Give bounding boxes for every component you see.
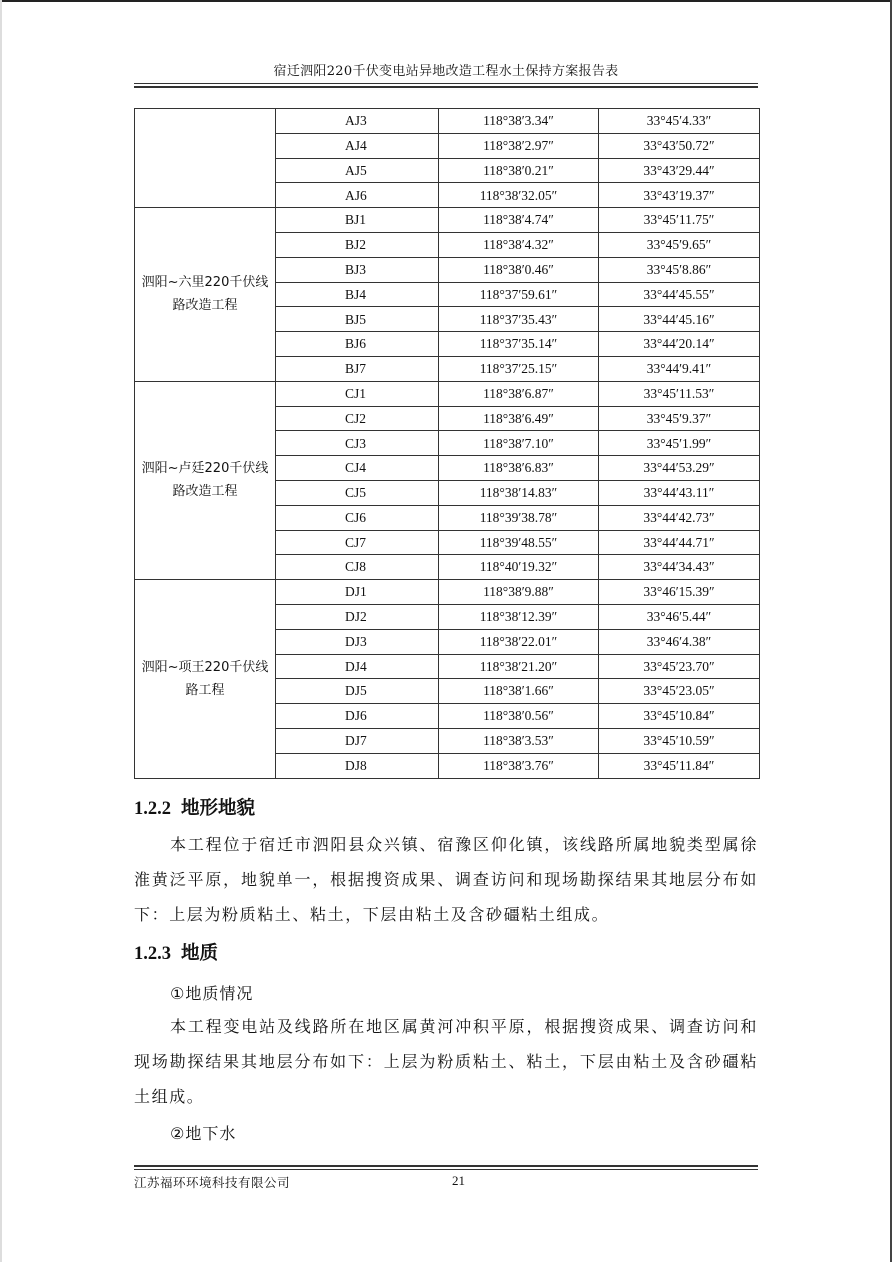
section-number: 1.2.3 xyxy=(134,944,171,964)
point-id-cell: DJ7 xyxy=(276,728,439,753)
section-heading-geology xyxy=(134,939,218,965)
latitude-cell: 33°43′19.37″ xyxy=(599,183,760,208)
latitude-cell: 33°45′4.33″ xyxy=(599,109,760,134)
point-id-cell: DJ1 xyxy=(276,580,439,605)
footer-rule-thick xyxy=(134,1165,758,1167)
longitude-cell: 118°38′12.39″ xyxy=(439,604,599,629)
longitude-cell: 118°37′35.14″ xyxy=(439,332,599,357)
point-id-cell: AJ6 xyxy=(276,183,439,208)
point-id-cell: DJ4 xyxy=(276,654,439,679)
latitude-cell: 33°45′9.37″ xyxy=(599,406,760,431)
latitude-cell: 33°45′11.53″ xyxy=(599,381,760,406)
section-title: 地质 xyxy=(181,943,219,964)
latitude-cell: 33°44′9.41″ xyxy=(599,356,760,381)
header-rule xyxy=(134,83,758,84)
longitude-cell: 118°38′6.87″ xyxy=(439,381,599,406)
latitude-cell: 33°45′11.75″ xyxy=(599,208,760,233)
group-name-cell xyxy=(135,109,276,208)
table-row xyxy=(135,381,760,406)
latitude-cell: 33°45′8.86″ xyxy=(599,257,760,282)
table-row xyxy=(135,208,760,233)
latitude-cell: 33°44′45.16″ xyxy=(599,307,760,332)
point-id-cell: CJ6 xyxy=(276,505,439,530)
latitude-cell: 33°45′9.65″ xyxy=(599,232,760,257)
group-name-cell: 泗阳~六里220千伏线路改造工程 xyxy=(135,208,276,382)
latitude-cell: 33°43′29.44″ xyxy=(599,158,760,183)
geology-subheading-2: ②地下水 xyxy=(170,1124,237,1143)
geology-paragraph: 本工程变电站及线路所在地区属黄河冲积平原，根据搜资成果、调查访问和现场勘探结果其地层分布如下：上层为粉质粘土、粘土，下层由粘土及含砂礓粘土组成。 xyxy=(134,1017,758,1106)
longitude-cell: 118°38′3.34″ xyxy=(439,109,599,134)
longitude-cell: 118°38′6.83″ xyxy=(439,456,599,481)
longitude-cell: 118°38′0.46″ xyxy=(439,257,599,282)
point-id-cell: BJ1 xyxy=(276,208,439,233)
coordinates-table-body xyxy=(135,109,760,779)
point-id-cell: AJ4 xyxy=(276,133,439,158)
latitude-cell: 33°44′20.14″ xyxy=(599,332,760,357)
group-name-cell: 泗阳~项王220千伏线路工程 xyxy=(135,580,276,778)
table-row xyxy=(135,109,760,134)
longitude-cell: 118°37′59.61″ xyxy=(439,282,599,307)
coordinates-table xyxy=(134,108,760,779)
point-id-cell: CJ1 xyxy=(276,381,439,406)
latitude-cell: 33°45′23.70″ xyxy=(599,654,760,679)
latitude-cell: 33°46′15.39″ xyxy=(599,580,760,605)
longitude-cell: 118°38′22.01″ xyxy=(439,629,599,654)
point-id-cell: AJ5 xyxy=(276,158,439,183)
longitude-cell: 118°38′7.10″ xyxy=(439,431,599,456)
longitude-cell: 118°38′32.05″ xyxy=(439,183,599,208)
latitude-cell: 33°44′34.43″ xyxy=(599,555,760,580)
point-id-cell: DJ8 xyxy=(276,753,439,778)
point-id-cell: BJ4 xyxy=(276,282,439,307)
page-number: 21 xyxy=(452,1173,465,1188)
point-id-cell: CJ2 xyxy=(276,406,439,431)
longitude-cell: 118°38′14.83″ xyxy=(439,480,599,505)
longitude-cell: 118°40′19.32″ xyxy=(439,555,599,580)
point-id-cell: BJ6 xyxy=(276,332,439,357)
geology-subheading-1: ①地质情况 xyxy=(170,984,254,1003)
longitude-cell: 118°37′35.43″ xyxy=(439,307,599,332)
group-name-cell: 泗阳~卢廷220千伏线路改造工程 xyxy=(135,381,276,579)
latitude-cell: 33°43′50.72″ xyxy=(599,133,760,158)
page-left-edge xyxy=(0,0,2,1262)
point-id-cell: BJ3 xyxy=(276,257,439,282)
footer-rule xyxy=(134,1169,758,1170)
longitude-cell: 118°38′4.74″ xyxy=(439,208,599,233)
point-id-cell: CJ4 xyxy=(276,456,439,481)
longitude-cell: 118°38′1.66″ xyxy=(439,679,599,704)
section-heading-terrain xyxy=(134,794,255,820)
point-id-cell: BJ7 xyxy=(276,356,439,381)
section-number: 1.2.2 xyxy=(134,799,171,819)
latitude-cell: 33°44′42.73″ xyxy=(599,505,760,530)
point-id-cell: DJ3 xyxy=(276,629,439,654)
point-id-cell: DJ2 xyxy=(276,604,439,629)
longitude-cell: 118°38′21.20″ xyxy=(439,654,599,679)
point-id-cell: CJ3 xyxy=(276,431,439,456)
point-id-cell: CJ7 xyxy=(276,530,439,555)
point-id-cell: CJ8 xyxy=(276,555,439,580)
longitude-cell: 118°38′3.53″ xyxy=(439,728,599,753)
point-id-cell: BJ2 xyxy=(276,232,439,257)
longitude-cell: 118°38′0.56″ xyxy=(439,704,599,729)
latitude-cell: 33°44′53.29″ xyxy=(599,456,760,481)
point-id-cell: CJ5 xyxy=(276,480,439,505)
latitude-cell: 33°45′11.84″ xyxy=(599,753,760,778)
point-id-cell: BJ5 xyxy=(276,307,439,332)
latitude-cell: 33°46′5.44″ xyxy=(599,604,760,629)
footer-company: 江苏福环环境科技有限公司 xyxy=(134,1175,291,1190)
latitude-cell: 33°44′45.55″ xyxy=(599,282,760,307)
point-id-cell: DJ6 xyxy=(276,704,439,729)
latitude-cell: 33°45′1.99″ xyxy=(599,431,760,456)
point-id-cell: AJ3 xyxy=(276,109,439,134)
point-id-cell: DJ5 xyxy=(276,679,439,704)
longitude-cell: 118°38′3.76″ xyxy=(439,753,599,778)
latitude-cell: 33°44′43.11″ xyxy=(599,480,760,505)
page-top-edge xyxy=(0,0,892,2)
longitude-cell: 118°38′0.21″ xyxy=(439,158,599,183)
table-row xyxy=(135,580,760,605)
header-rule-thick xyxy=(134,86,758,88)
longitude-cell: 118°38′4.32″ xyxy=(439,232,599,257)
latitude-cell: 33°45′23.05″ xyxy=(599,679,760,704)
longitude-cell: 118°37′25.15″ xyxy=(439,356,599,381)
latitude-cell: 33°45′10.84″ xyxy=(599,704,760,729)
page-header-title: 宿迁泗阳220千伏变电站异地改造工程水土保持方案报告表 xyxy=(273,64,619,79)
latitude-cell: 33°44′44.71″ xyxy=(599,530,760,555)
latitude-cell: 33°45′10.59″ xyxy=(599,728,760,753)
terrain-paragraph: 本工程位于宿迁市泗阳县众兴镇、宿豫区仰化镇，该线路所属地貌类型属徐淮黄泛平原，地貌单一，根据搜资成果、调查访问和现场勘探结果其地层分布如下：上层为粉质粘土、粘土，下层由粘土及含砂礓粘土组成。 xyxy=(134,835,758,924)
longitude-cell: 118°38′6.49″ xyxy=(439,406,599,431)
section-title: 地形地貌 xyxy=(181,798,256,819)
longitude-cell: 118°39′48.55″ xyxy=(439,530,599,555)
longitude-cell: 118°38′2.97″ xyxy=(439,133,599,158)
latitude-cell: 33°46′4.38″ xyxy=(599,629,760,654)
longitude-cell: 118°38′9.88″ xyxy=(439,580,599,605)
longitude-cell: 118°39′38.78″ xyxy=(439,505,599,530)
